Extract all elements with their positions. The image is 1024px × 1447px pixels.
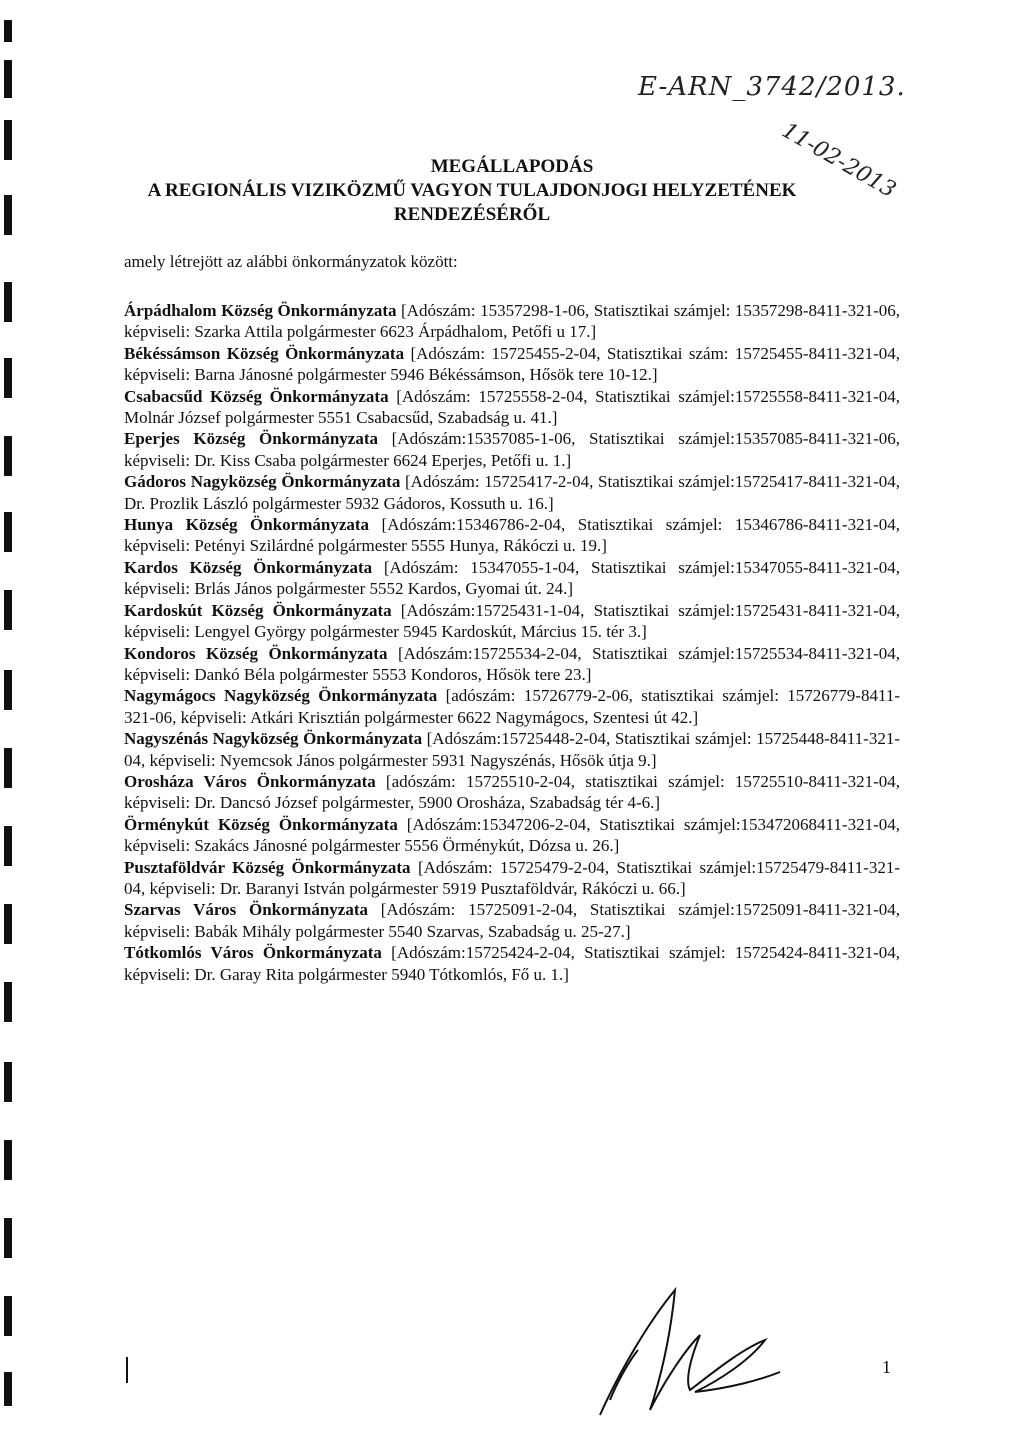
party-entry xyxy=(124,343,900,386)
party-entry xyxy=(124,771,900,814)
party-name: Eperjes Község Önkormányzata xyxy=(124,429,378,449)
binding-mark xyxy=(4,590,12,630)
party-name: Kondoros Község Önkormányzata xyxy=(124,643,388,663)
binding-mark xyxy=(4,982,12,1022)
party-details: [Adószám:15347206-2-04, Statisztikai számjel:153472068411-321-04, képviseli: Szakács Jánosné polgármester 5556 Örménykút, Dózsa u. 26.] xyxy=(124,814,900,856)
party-entry xyxy=(124,428,900,471)
party-details: [Adószám:15725424-2-04, Statisztikai számjel: 15725424-8411-321-04, képviseli: Dr. Garay Rita polgármester 5940 Tótkomlós, Fő u. 1.] xyxy=(124,943,900,984)
party-entry xyxy=(124,857,900,900)
party-details: [Adószám: 15357298-1-06, Statisztikai számjel: 15357298-8411-321-06, képviseli: Szarka Attila polgármester 6623 Árpádhalom, Petőfi u 17.] xyxy=(124,301,900,342)
party-details: [adószám: 15726779-2-06, statisztikai számjel: 15726779-8411-321-06, képviseli: Atkári Krisztián polgármester 6622 Nagymágocs, Szentesi út 42.] xyxy=(124,686,900,727)
party-entry xyxy=(124,814,900,857)
party-entry xyxy=(124,471,900,514)
document-subtitle-cont: RENDEZÉSÉRŐL xyxy=(393,204,551,225)
binding-mark xyxy=(4,1062,12,1102)
binding-mark xyxy=(4,120,12,160)
party-details: [Adószám: 15725479-2-04, Statisztikai számjel:15725479-8411-321-04, képviseli: Dr. Baranyi István polgármester 5919 Pusztaföldvár, Rákóczi u. 66.] xyxy=(124,857,900,898)
party-entry xyxy=(124,300,900,343)
page-number: 1 xyxy=(882,1357,891,1377)
party-name: Nagymágocs Nagyközség Önkormányzata xyxy=(124,686,438,706)
party-details: [Adószám:15725534-2-04, Statisztikai számjel:15725534-8411-321-04, képviseli: Dankó Béla polgármester 5553 Kondoros, Hősök tere 23.] xyxy=(124,643,900,684)
binding-mark xyxy=(4,282,12,322)
signature xyxy=(590,1280,790,1420)
binding-mark xyxy=(4,904,12,944)
document-title: MEGÁLLAPODÁS xyxy=(430,156,594,177)
handwritten-date: 11-02-2013 xyxy=(777,118,900,204)
party-name: Kardoskút Község Önkormányzata xyxy=(124,600,392,620)
party-details: [Adószám: 15725455-2-04, Statisztikai szám: 15725455-8411-321-04, képviseli: Barna Jánosné polgármester 5946 Békéssámson, Hősök tere 10-12.] xyxy=(124,343,901,385)
party-entry xyxy=(124,685,900,728)
party-details: [Adószám:15725431-1-04, Statisztikai számjel:15725431-8411-321-04, képviseli: Lengyel György polgármester 5945 Kardoskút, Március 15. tér 3.] xyxy=(124,600,900,642)
binding-mark xyxy=(4,670,12,710)
party-name: Gádoros Nagyközség Önkormányzata xyxy=(124,472,401,492)
party-entry xyxy=(124,386,900,429)
binding-mark xyxy=(4,358,12,398)
party-details: [Adószám: 15725091-2-04, Statisztikai számjel:15725091-8411-321-04, képviseli: Babák Mihály polgármester 5540 Szarvas, Szabadság u. 25-27.] xyxy=(124,900,900,941)
binding-mark xyxy=(4,512,12,552)
intro-text: amely létrejött az alábbi önkormányzatok között: xyxy=(124,252,458,271)
party-name: Árpádhalom Község Önkormányzata xyxy=(124,301,397,320)
binding-mark xyxy=(4,826,12,866)
party-name: Orosháza Város Önkormányzata xyxy=(124,771,376,791)
handwritten-reference: E-ARN_3742/2013. xyxy=(638,72,906,102)
binding-mark xyxy=(4,60,12,98)
party-name: Tótkomlós Város Önkormányzata xyxy=(124,943,382,963)
party-details: [adószám: 15725510-2-04, statisztikai számjel: 15725510-8411-321-04, képviseli: Dr. Dancsó József polgármester, 5900 Orosháza, Szabadság tér 4-6.] xyxy=(124,771,900,813)
party-name: Pusztaföldvár Község Önkormányzata xyxy=(124,857,411,877)
party-name: Hunya Község Önkormányzata xyxy=(124,515,370,535)
margin-mark xyxy=(126,1357,128,1383)
party-details: [Adószám: 15725558-2-04, Statisztikai számjel:15725558-8411-321-04, Molnár József polgármester 5551 Csabacsűd, Szabadság u. 41.] xyxy=(124,386,900,428)
party-entry xyxy=(124,514,900,557)
party-details: [Adószám:15346786-2-04, Statisztikai számjel: 15346786-8411-321-04, képviseli: Petényi Szilárdné polgármester 5555 Hunya, Rákóczi u. 19.] xyxy=(124,515,900,556)
binding-mark xyxy=(4,20,12,42)
party-details: [Adószám:15725448-2-04, Statisztikai számjel: 15725448-8411-321-04, képviseli: Nyemcsok János polgármester 5931 Nagyszénás, Hősök útja 9.] xyxy=(124,729,900,770)
binding-mark xyxy=(4,1140,12,1180)
party-entry xyxy=(124,643,900,686)
document-subtitle: A REGIONÁLIS VIZIKÖZMŰ VAGYON TULAJDONJOGI HELYZETÉNEK xyxy=(147,180,797,201)
party-entry xyxy=(124,899,900,942)
party-details: [Adószám:15357085-1-06, Statisztikai számjel:15357085-8411-321-06, képviseli: Dr. Kiss Csaba polgármester 6624 Eperjes, Petőfi u. 1.] xyxy=(124,429,900,470)
binding-mark xyxy=(4,1218,12,1258)
party-name: Szarvas Város Önkormányzata xyxy=(124,900,368,920)
binding-mark xyxy=(4,748,12,788)
party-name: Békéssámson Község Önkormányzata xyxy=(124,343,405,363)
party-entry xyxy=(124,728,900,771)
party-entry xyxy=(124,600,900,643)
party-name: Nagyszénás Nagyközség Önkormányzata xyxy=(124,729,423,749)
party-list xyxy=(124,300,900,985)
party-name: Kardos Község Önkormányzata xyxy=(124,557,373,577)
binding-mark xyxy=(4,436,12,476)
binding-mark xyxy=(4,1372,12,1406)
party-name: Csabacsűd Község Önkormányzata xyxy=(124,386,389,406)
party-details: [Adószám: 15347055-1-04, Statisztikai számjel:15347055-8411-321-04, képviseli: Brlás János polgármester 5552 Kardos, Gyomai út. 24.] xyxy=(124,557,900,599)
party-entry xyxy=(124,942,900,985)
party-entry xyxy=(124,557,900,600)
binding-mark xyxy=(4,1296,12,1336)
party-name: Örménykút Község Önkormányzata xyxy=(124,814,398,834)
party-details: [Adószám: 15725417-2-04, Statisztikai számjel:15725417-8411-321-04, Dr. Prozlik László polgármester 5932 Gádoros, Kossuth u. 16.] xyxy=(124,472,900,513)
